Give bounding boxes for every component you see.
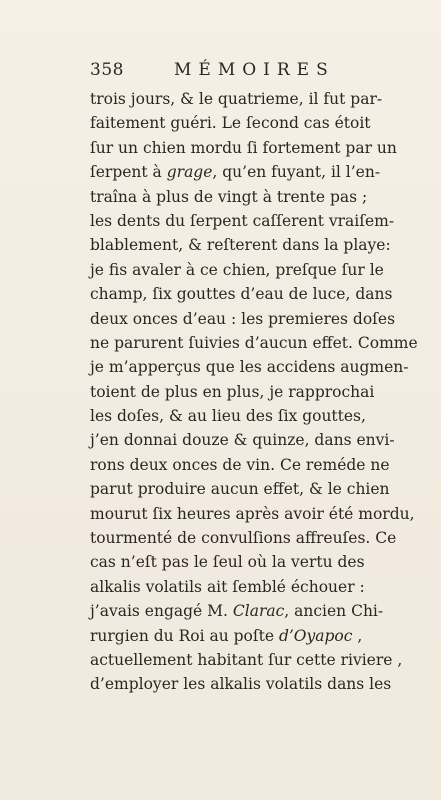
text-line	[90, 575, 365, 599]
text-run: parut produire aucun effet, & le chien	[90, 480, 390, 499]
body-text	[90, 87, 418, 697]
text-line	[90, 672, 392, 696]
text-line	[90, 331, 418, 355]
text-line	[90, 380, 375, 404]
text-line	[90, 453, 390, 477]
text-run: ,	[352, 626, 363, 645]
text-run: rurgien du Roi au poſte	[90, 626, 279, 645]
text-line	[90, 185, 368, 209]
text-line	[90, 624, 363, 648]
page-number: 358	[90, 60, 124, 80]
text-run: les dents du ſerpent caſſerent vraiſem-	[90, 211, 395, 230]
text-run: d’employer les alkalis volatils dans les	[90, 675, 392, 694]
text-line	[90, 526, 397, 550]
text-line	[90, 648, 403, 672]
text-line	[90, 477, 390, 501]
text-run: mourut ſix heures après avoir été mordu,	[90, 504, 415, 523]
text-line	[90, 233, 391, 257]
running-title: MÉMOIRES	[174, 60, 335, 80]
page-header	[90, 60, 352, 86]
text-run: deux onces d’eau : les premieres doſes	[90, 309, 396, 328]
text-run: champ, ſix gouttes d’eau de luce, dans	[90, 285, 393, 304]
text-line	[90, 87, 383, 111]
text-run: rons deux onces de vin. Ce reméde ne	[90, 455, 390, 474]
text-line	[90, 209, 395, 233]
text-run: , ancien Chi-	[284, 602, 384, 621]
text-line	[90, 404, 366, 428]
text-run: traîna à plus de vingt à trente pas ;	[90, 187, 368, 206]
text-run: blablement, & reſterent dans la playe:	[90, 236, 391, 255]
text-run: tourmenté de convulſions affreuſes. Ce	[90, 529, 397, 548]
text-run: actuellement habitant ſur cette riviere ,	[90, 650, 403, 669]
text-run: ne parurent ſuivies d’aucun effet. Comme	[90, 333, 418, 352]
text-run: toient de plus en plus, je rapprochai	[90, 382, 375, 401]
text-run: ſur un chien mordu ſi fortement par un	[90, 138, 397, 157]
text-run: j’en donnai douze & quinze, dans envi-	[90, 431, 395, 450]
text-run: les doſes, & au lieu des ſix gouttes,	[90, 407, 366, 426]
text-line	[90, 307, 396, 331]
text-line	[90, 136, 397, 160]
text-line	[90, 111, 371, 135]
text-run: j’avais engagé M.	[90, 602, 233, 621]
text-line	[90, 502, 415, 526]
text-run: alkalis volatils ait ſemblé échouer :	[90, 577, 365, 596]
text-line	[90, 428, 395, 452]
text-line	[90, 355, 409, 379]
text-run: cas n’eſt pas le ſeul où la vertu des	[90, 553, 365, 572]
text-line	[90, 282, 393, 306]
text-run: je fis avaler à ce chien, preſque ſur le	[90, 260, 384, 279]
text-line	[90, 599, 384, 623]
text-run: faitement guéri. Le ſecond cas étoit	[90, 114, 371, 133]
text-run: je m’apperçus que les accidens augmen-	[90, 358, 409, 377]
text-run: , qu’en fuyant, il l’en-	[212, 163, 381, 182]
text-line	[90, 550, 365, 574]
text-run: ſerpent à	[90, 163, 167, 182]
italic-text: grage	[166, 163, 213, 182]
text-line	[90, 160, 381, 184]
italic-text: Clarac	[232, 602, 285, 621]
text-run: trois jours, & le quatrieme, il fut par-	[90, 90, 383, 108]
text-line	[90, 258, 384, 282]
italic-text: d’Oyapoc	[278, 626, 353, 645]
